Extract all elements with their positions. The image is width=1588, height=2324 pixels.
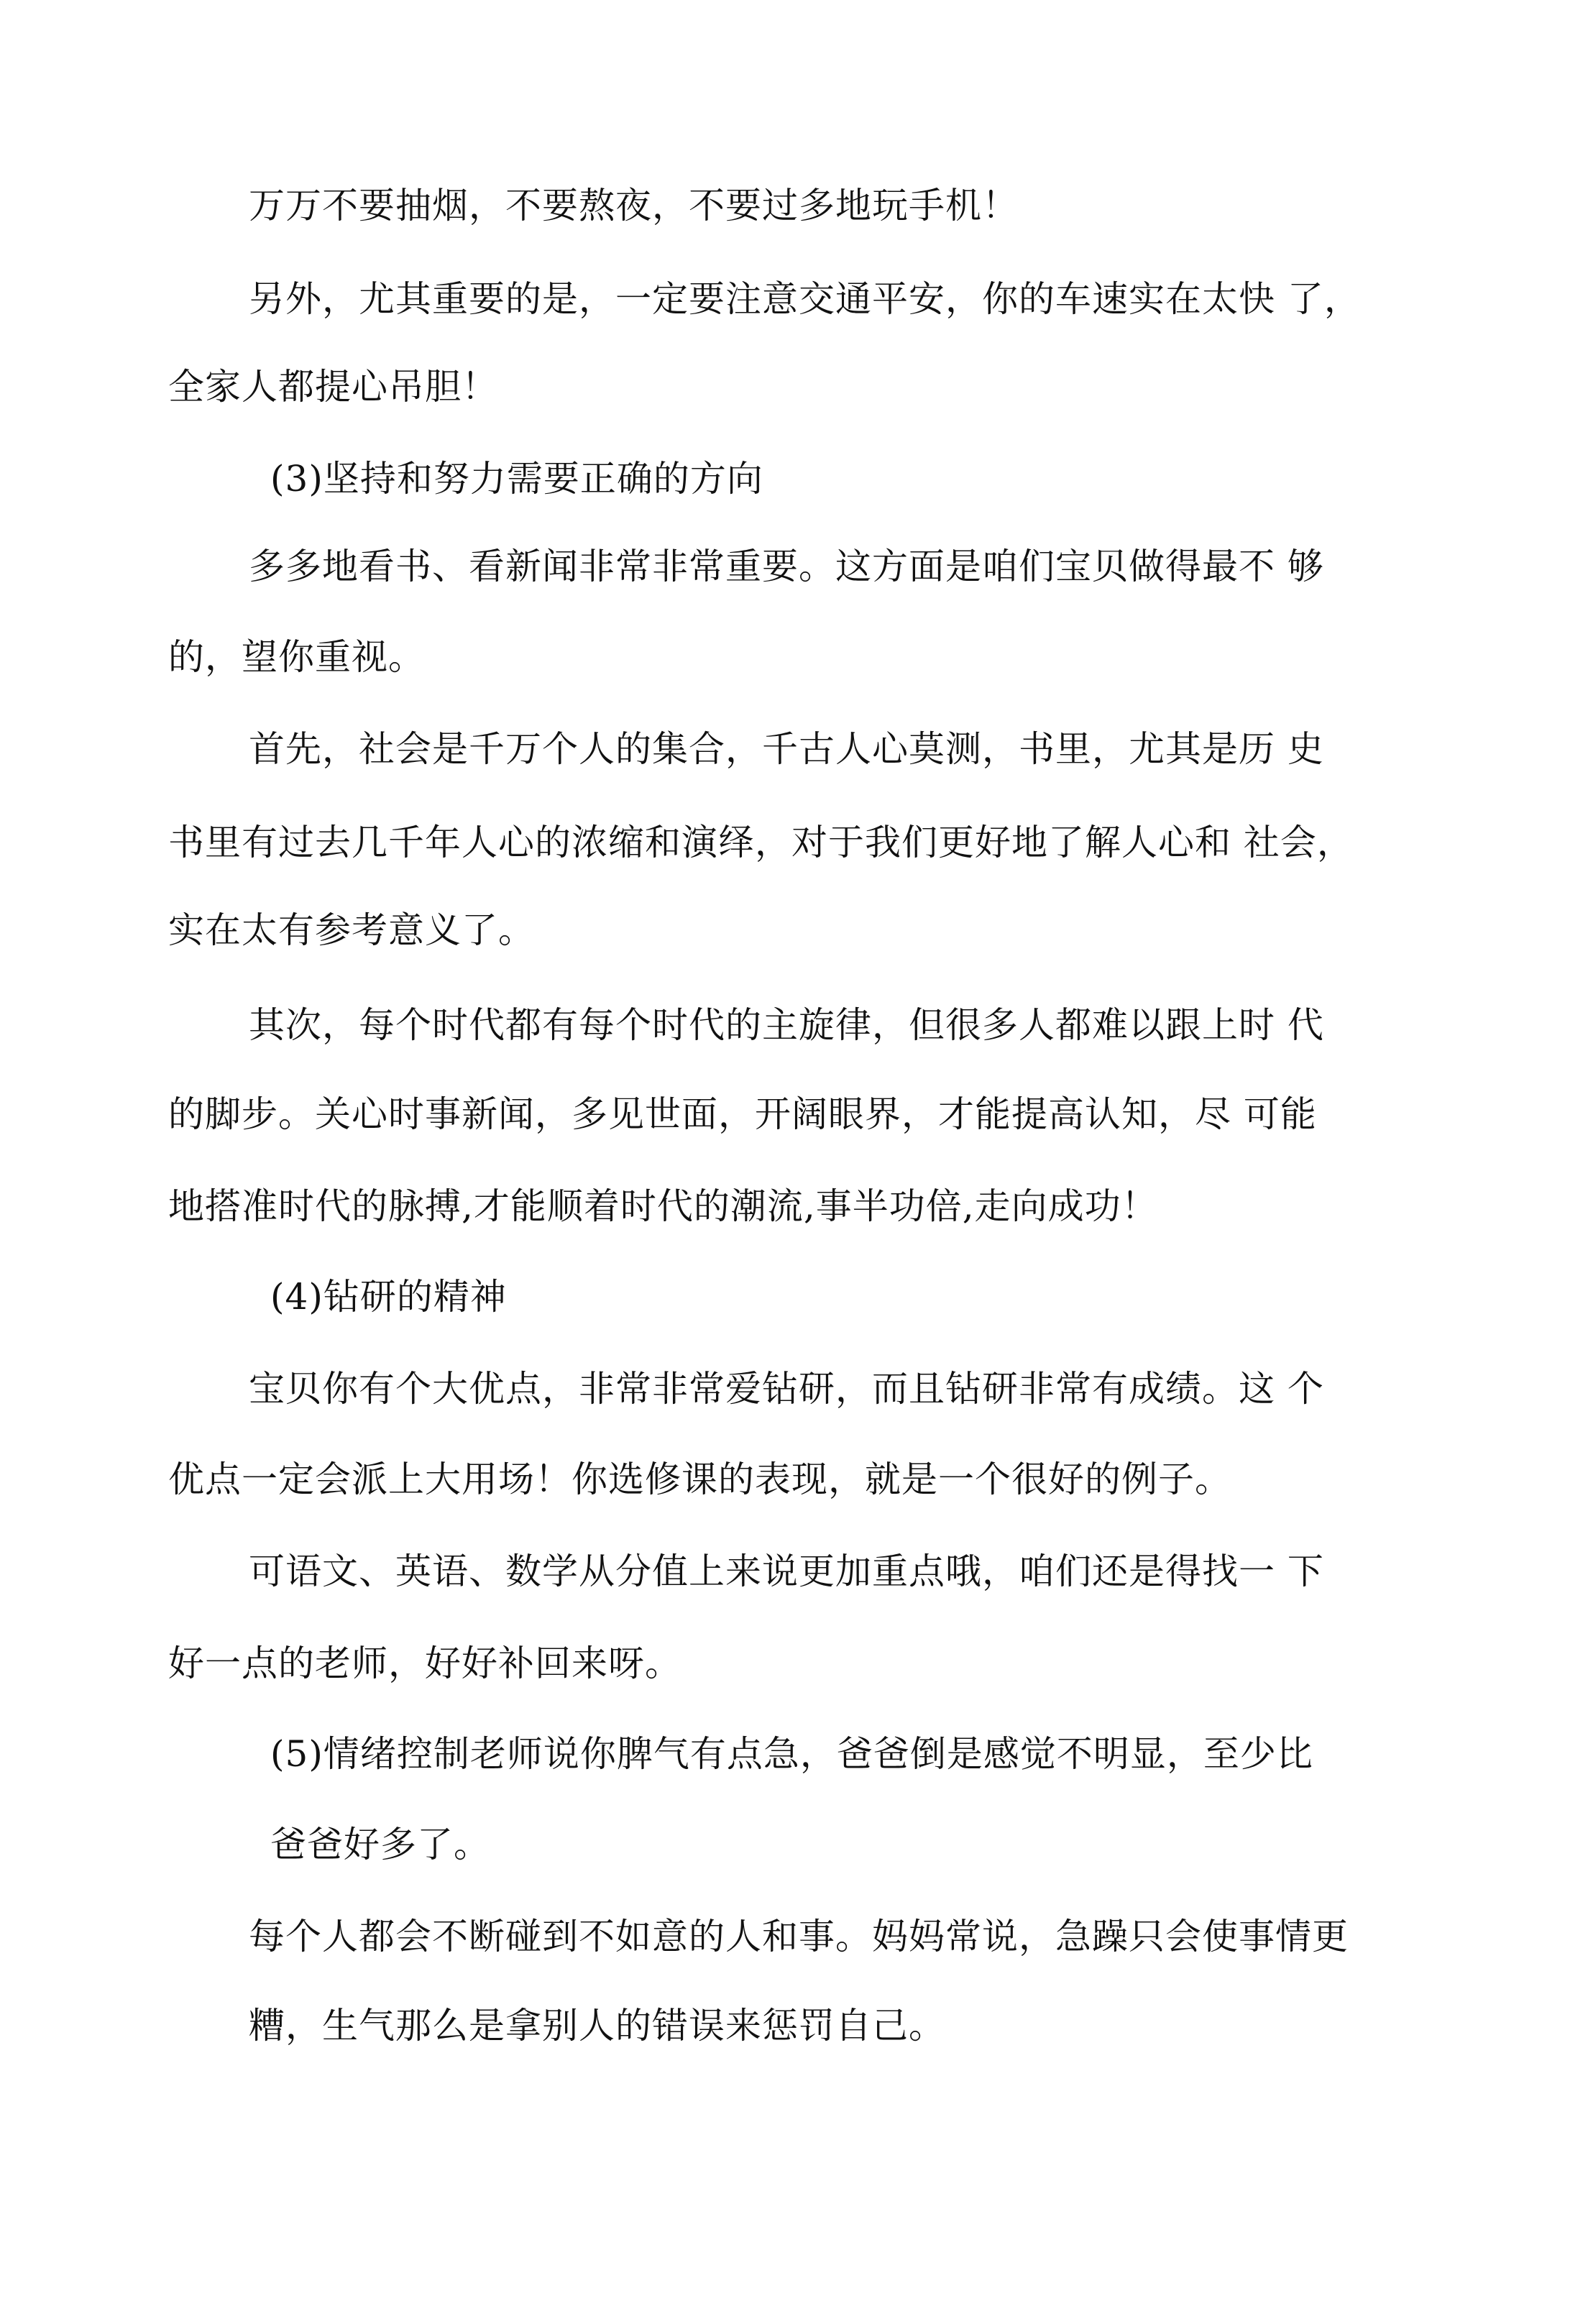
text-line: 的，望你重视。: [168, 636, 425, 678]
text-line: 多多地看书、看新闻非常非常重要。这方面是咱们宝贝做得最不 够: [249, 546, 1324, 587]
text-line: 另外，尤其重要的是，一定要注意交通平安，你的车速实在太快 了，: [249, 278, 1361, 320]
text-line: 其次，每个时代都有每个时代的主旋律，但很多人都难以跟上时 代: [249, 1004, 1324, 1046]
text-line: 的脚步。关心时事新闻，多见世面，开阔眼界，才能提高认知，尽 可能: [168, 1093, 1317, 1135]
text-line: 每个人都会不断碰到不如意的人和事。妈妈常说，急躁只会使事情更: [249, 1916, 1349, 1957]
text-line: 宝贝你有个大优点，非常非常爱钻研，而且钻研非常有成绩。这 个: [249, 1368, 1324, 1410]
text-line: 实在太有参考意义了。: [168, 909, 535, 951]
section-heading: (3)坚持和努力需要正确的方向: [270, 458, 763, 500]
text-line: 好一点的老师，好好补回来呀。: [168, 1643, 681, 1684]
text-line: 全家人都提心吊胆！: [168, 366, 498, 408]
section-heading: (4)钻研的精神: [270, 1276, 507, 1318]
text-line: 万万不要抽烟，不要熬夜，不要过多地玩手机！: [249, 185, 1019, 226]
section-heading: (5)情绪控制老师说你脾气有点急，爸爸倒是感觉不明显，至少比: [270, 1733, 1313, 1775]
text-line: 地搭准时代的脉搏,才能顺着时代的潮流,事半功倍,走向成功！: [168, 1185, 1158, 1227]
text-line: 首先，社会是千万个人的集合，千古人心莫测，书里，尤其是历 史: [249, 728, 1324, 770]
text-line: 可语文、英语、数学从分值上来说更加重点哦，咱们还是得找一 下: [249, 1551, 1324, 1592]
text-line: 糟，生气那么是拿别人的错误来惩罚自己。: [249, 2005, 945, 2047]
text-line: 爸爸好多了。: [270, 1824, 490, 1865]
text-line: 优点一定会派上大用场！你选修课的表现，就是一个很好的例子。: [168, 1459, 1231, 1500]
text-line: 书里有过去几千年人心的浓缩和演绎，对于我们更好地了解人心和 社会，: [168, 822, 1354, 863]
